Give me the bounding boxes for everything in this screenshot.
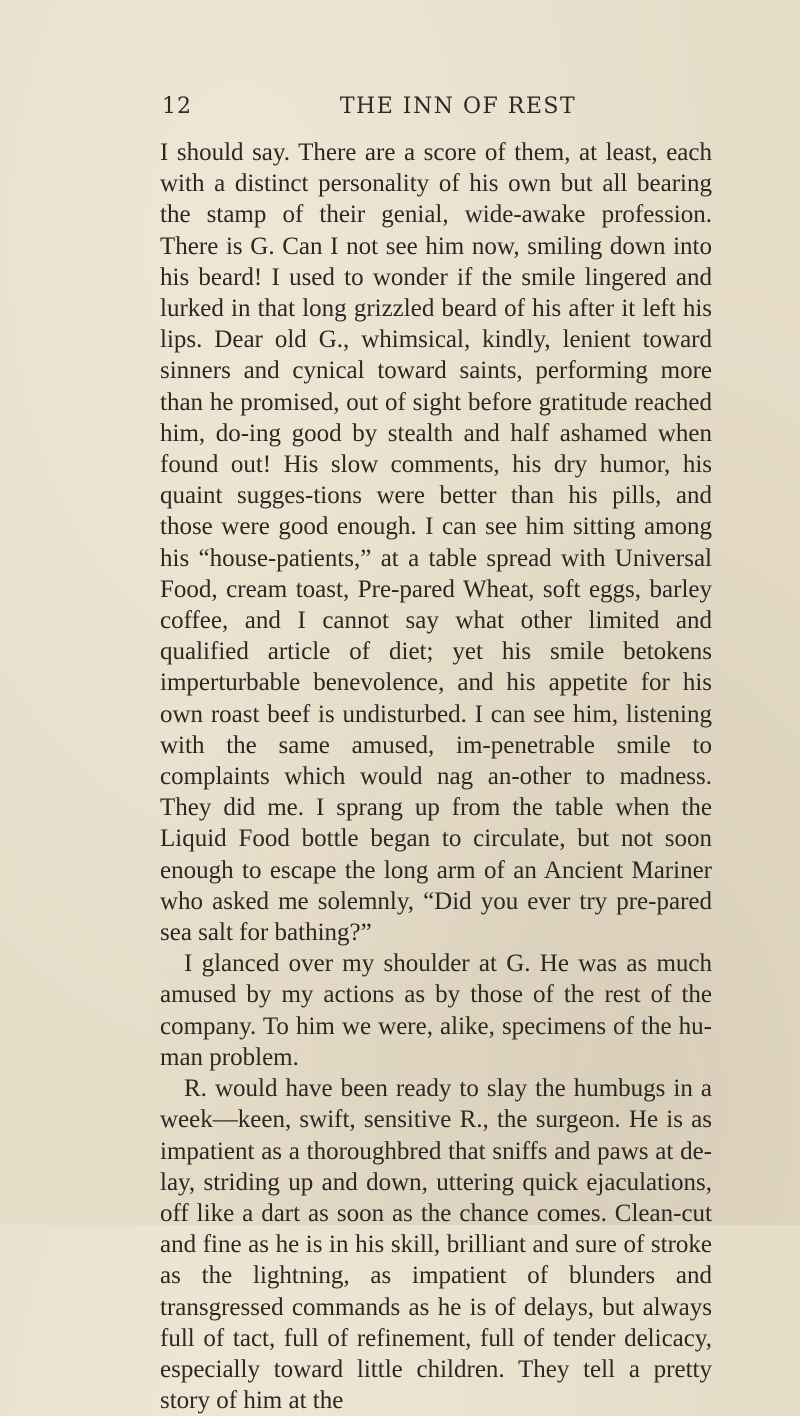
paragraph-glanced: I glanced over my shoulder at G. He was as much amused by my actions as by those of the rest of the company. To him we were, alike, specimens of the hu-man problem. (160, 950, 712, 1071)
running-head (162, 94, 710, 124)
body-text (160, 137, 712, 1416)
paragraph-surgeon: R. would have been ready to slay the humbugs in a week—keen, swift, sensitive R., the surgeon. He is as impatient as a thoroughbred that sniffs and paws at de-lay, striding up and down, uttering quick ejaculations, off like a dart as soon as the chance comes. Clean-cut and fine as he is in his skill, brilliant and sure of stroke as the lightning, as impatient of blunders and transgressed commands as he is of delays, but always full of tact, full of refinement, full of tender delicacy, especially toward little children. They tell a pretty story of him at the (160, 1075, 712, 1415)
page-number: 12 (162, 94, 192, 119)
running-title: THE INN OF REST (339, 94, 577, 119)
paragraph-continued: I should say. There are a score of them, at least, each with a distinct personality of his own but all bearing the stamp of their genial, wide-awake profession. There is G. Can I not see him now, smiling down into his beard! I used to wonder if the smile lingered and lurked in that long grizzled beard of his after it left his lips. Dear old G., whimsical, kindly, lenient toward sinners and cynical toward saints, performing more than he promised, out of sight before gratitude reached him, do-ing good by stealth and half ashamed when found out! His slow comments, his dry humor, his quaint sugges-tions were better than his pills, and those were good enough. I can see him sitting among his “house-patients,” at a table spread with Universal Food, cream toast, Pre-pared Wheat, soft eggs, barley coffee, and I cannot say what other limited and qualified article of diet; yet his smile betokens imperturbable benevolence, and his appetite for his own roast beef is undisturbed. I can see him, listening with the same amused, im-penetrable smile to complaints which would nag an-other to madness. They did me. I sprang up from the table when the Liquid Food bottle began to circulate, but not soon enough to escape the long arm of an Ancient Mariner who asked me solemnly, “Did you ever try pre-pared sea salt for bathing?” (160, 139, 712, 947)
